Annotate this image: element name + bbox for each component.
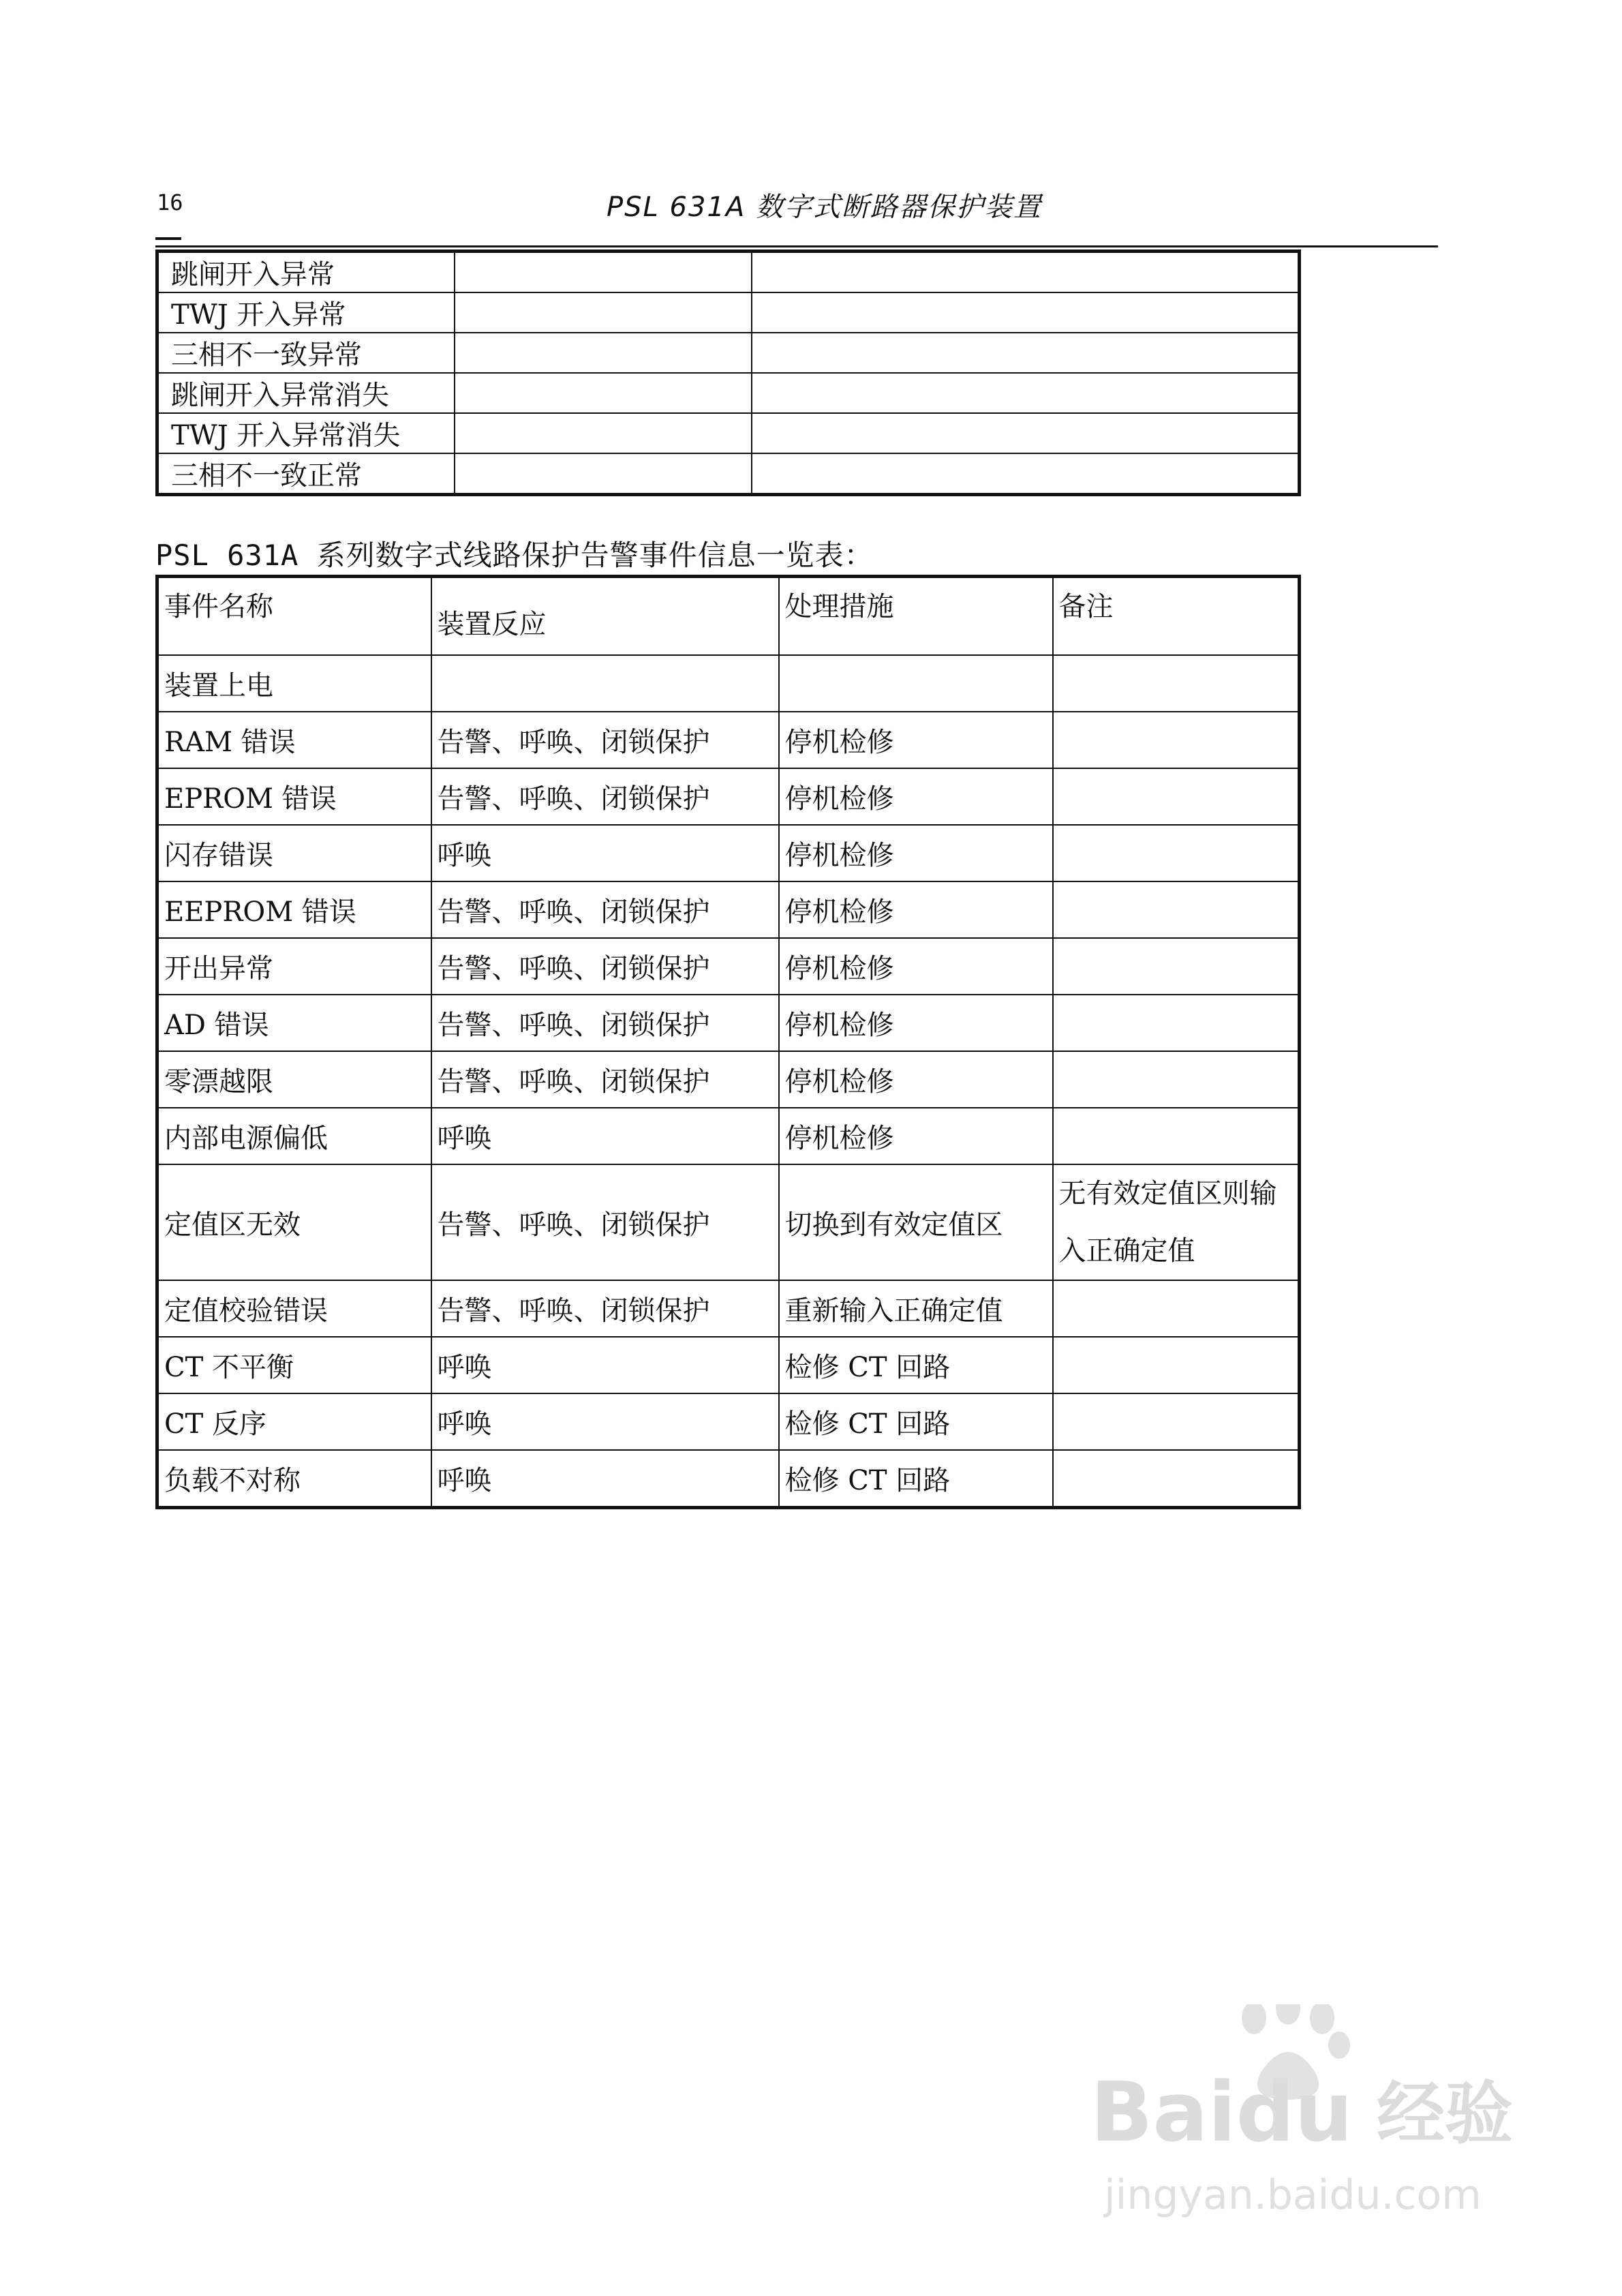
table-cell: 呼唤 [431, 1108, 779, 1164]
table-row [157, 655, 1300, 712]
table-cell: 切换到有效定值区 [779, 1164, 1053, 1280]
table-cell [1053, 995, 1300, 1051]
table-cell: 定值校验错误 [157, 1280, 431, 1337]
table-cell: 检修 CT 回路 [779, 1450, 1053, 1508]
table-cell: 闪存错误 [157, 825, 431, 881]
running-title: PSL 631A 数字式断路器保护装置 [607, 192, 1042, 223]
table-row [157, 333, 1300, 373]
table-cell [1053, 1450, 1300, 1508]
table-cell: 负载不对称 [157, 1450, 431, 1508]
table-row [157, 712, 1300, 768]
table-cell: 呼唤 [431, 1337, 779, 1393]
table-row [157, 995, 1300, 1051]
table-cell [1053, 768, 1300, 825]
table-cell: EPROM 错误 [157, 768, 431, 825]
table-cell: 重新输入正确定值 [779, 1280, 1053, 1337]
column-header: 装置反应 [431, 577, 779, 656]
table-cell: 呼唤 [431, 825, 779, 881]
table-cell: 告警、呼唤、闭锁保护 [431, 1164, 779, 1280]
table-cell: 检修 CT 回路 [779, 1393, 1053, 1450]
table-row [157, 1280, 1300, 1337]
table-cell: TWJ 开入异常消失 [157, 413, 455, 453]
table-cell [455, 373, 752, 413]
table-cell: 三相不一致正常 [157, 453, 455, 495]
table-row [157, 1051, 1300, 1108]
header-rule [155, 245, 1438, 247]
column-header: 备注 [1053, 577, 1300, 656]
column-header: 处理措施 [779, 577, 1053, 656]
table-cell [1053, 1051, 1300, 1108]
table-cell: 告警、呼唤、闭锁保护 [431, 995, 779, 1051]
table-cell: 停机检修 [779, 881, 1053, 938]
table-cell: RAM 错误 [157, 712, 431, 768]
table-cell [1053, 1108, 1300, 1164]
table-cell: 跳闸开入异常消失 [157, 373, 455, 413]
watermark-brand-cn: 经验 [1377, 2074, 1513, 2154]
table-cell: 内部电源偏低 [157, 1108, 431, 1164]
table-cell: 告警、呼唤、闭锁保护 [431, 768, 779, 825]
table-row [157, 881, 1300, 938]
table-cell [1053, 825, 1300, 881]
table-row [157, 1450, 1300, 1508]
table-cell [752, 453, 1300, 495]
table-cell [455, 453, 752, 495]
table-cell: 三相不一致异常 [157, 333, 455, 373]
page-number-underline [155, 237, 181, 240]
table-cell: TWJ 开入异常 [157, 292, 455, 333]
table-row [157, 453, 1300, 495]
table-cell [431, 655, 779, 712]
table-cell: 告警、呼唤、闭锁保护 [431, 1051, 779, 1108]
table-cell: CT 不平衡 [157, 1337, 431, 1393]
table-cell [455, 292, 752, 333]
table-cell [1053, 1280, 1300, 1337]
table-cell: 告警、呼唤、闭锁保护 [431, 938, 779, 995]
table-cell: 停机检修 [779, 768, 1053, 825]
table-cell [752, 413, 1300, 453]
alarm-event-table [155, 575, 1301, 1509]
baidu-watermark [1090, 2004, 1581, 2250]
table-cell [752, 333, 1300, 373]
table-row [157, 1393, 1300, 1450]
table-row [157, 252, 1300, 293]
table-cell: 停机检修 [779, 938, 1053, 995]
table-cell [752, 252, 1300, 293]
table-cell: EEPROM 错误 [157, 881, 431, 938]
table-cell: 停机检修 [779, 1108, 1053, 1164]
table-cell: 告警、呼唤、闭锁保护 [431, 1280, 779, 1337]
table-cell [1053, 938, 1300, 995]
table-header-row [157, 577, 1300, 656]
table-cell: 停机检修 [779, 825, 1053, 881]
table-cell [752, 373, 1300, 413]
table-cell [1053, 655, 1300, 712]
table-cell: 告警、呼唤、闭锁保护 [431, 712, 779, 768]
table-cell [455, 252, 752, 293]
table-caption: PSL 631A 系列数字式线路保护告警事件信息一览表： [155, 539, 874, 572]
table-cell: 呼唤 [431, 1393, 779, 1450]
watermark-brand: Baidu [1090, 2066, 1353, 2160]
table-cell: 定值区无效 [157, 1164, 431, 1280]
table-row [157, 292, 1300, 333]
table-cell: CT 反序 [157, 1393, 431, 1450]
column-header: 事件名称 [157, 577, 431, 656]
table-cell [1053, 881, 1300, 938]
signal-table [155, 250, 1301, 496]
table-row [157, 1164, 1300, 1280]
table-cell [1053, 712, 1300, 768]
table-row [157, 1108, 1300, 1164]
table-cell: 跳闸开入异常 [157, 252, 455, 293]
table-row [157, 768, 1300, 825]
table-cell: 无有效定值区则输入正确定值 [1053, 1164, 1300, 1280]
table-row [157, 373, 1300, 413]
table-cell: 停机检修 [779, 995, 1053, 1051]
table-cell: 停机检修 [779, 712, 1053, 768]
table-row [157, 938, 1300, 995]
table-cell: AD 错误 [157, 995, 431, 1051]
table-cell: 开出异常 [157, 938, 431, 995]
page-number: 16 [157, 190, 183, 215]
table-cell [455, 333, 752, 373]
table-row [157, 1337, 1300, 1393]
table-cell: 装置上电 [157, 655, 431, 712]
table-cell [1053, 1393, 1300, 1450]
table-cell: 呼唤 [431, 1450, 779, 1508]
table-cell [779, 655, 1053, 712]
table-cell: 停机检修 [779, 1051, 1053, 1108]
table-cell [752, 292, 1300, 333]
table-cell: 零漂越限 [157, 1051, 431, 1108]
table-cell [455, 413, 752, 453]
table-cell [1053, 1337, 1300, 1393]
watermark-url: jingyan.baidu.com [1104, 2171, 1482, 2219]
table-row [157, 413, 1300, 453]
table-row [157, 825, 1300, 881]
table-cell: 检修 CT 回路 [779, 1337, 1053, 1393]
table-cell: 告警、呼唤、闭锁保护 [431, 881, 779, 938]
